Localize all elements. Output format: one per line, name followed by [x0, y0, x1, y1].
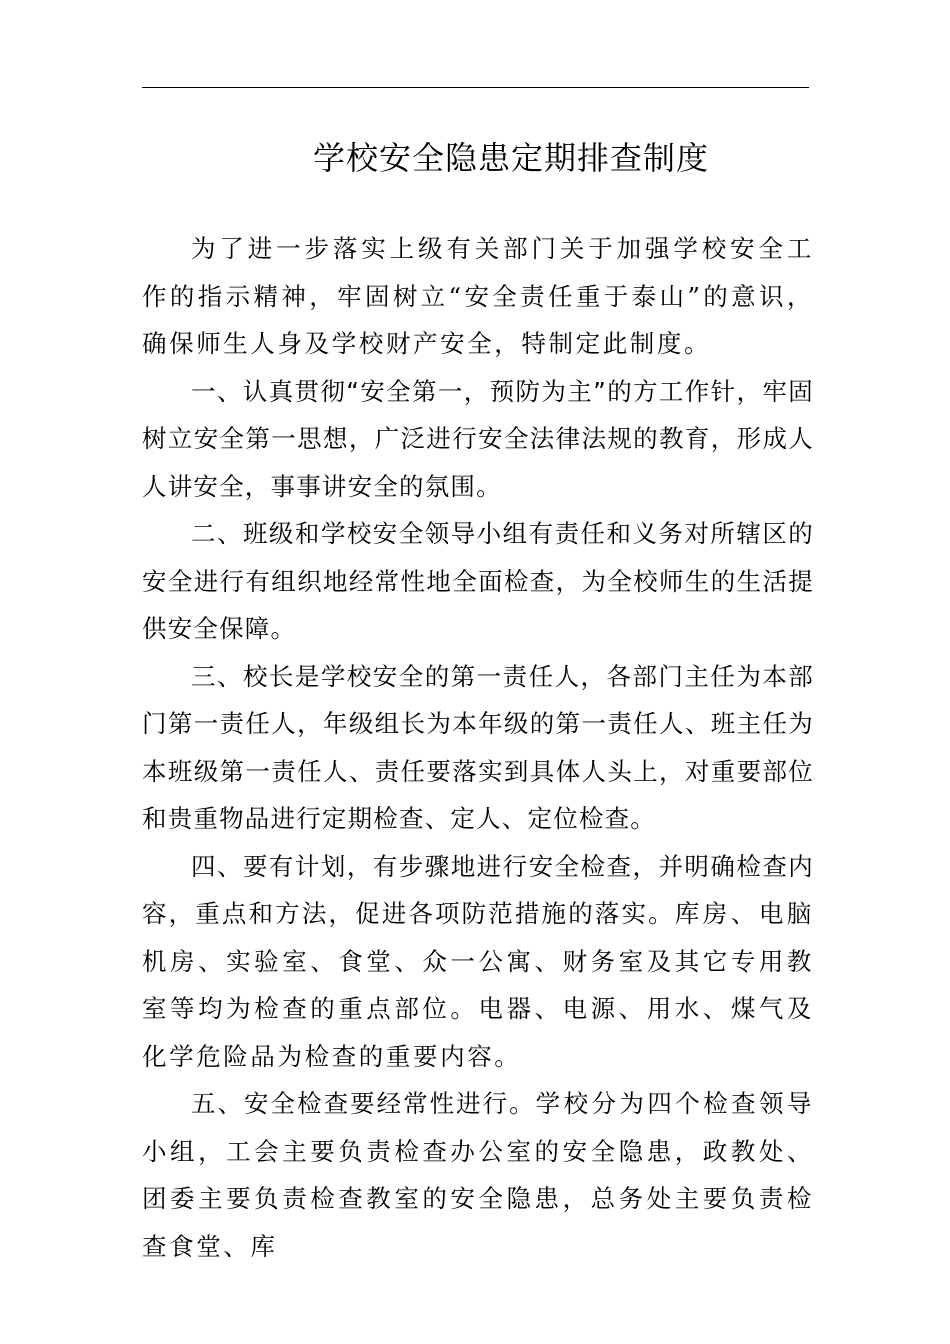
article-4-lead: 四、要有计划，有步骤地进行安全检查，并明确检查内容，重点和方法，促进各项防范措施的落实。: [142, 851, 814, 928]
intro-paragraph: 为了进一步落实上级有关部门关于加强学校安全工作的指示精神，牢固树立“安全责任重于泰山”的意识，确保师生人身及学校财产安全，特制定此制度。: [142, 234, 814, 358]
article-3-paragraph: 三、校长是学校安全的第一责任人，各部门主任为本部门第一责任人，年级组长为本年级的第一责任人、班主任为本班级第一责任人、责任要落实到具体人头上，对重要部位和贵重物品进行定期检查、定人、定位检查。: [142, 661, 814, 833]
document-body: [142, 225, 814, 1270]
article-5-paragraph: [142, 1080, 814, 1270]
header-rule: [142, 87, 809, 88]
document-title: 学校安全隐患定期排查制度: [312, 139, 709, 177]
article-4-paragraph: [142, 843, 814, 1081]
article-2-paragraph: 二、班级和学校安全领导小组有责任和义务对所辖区的安全进行有组织地经常性地全面检查，为全校师生的生活提供安全保障。: [142, 519, 814, 643]
article-1-paragraph: 一、认真贯彻“安全第一，预防为主”的方工作针，牢固树立安全第一思想，广泛进行安全法律法规的教育，形成人人讲安全，事事讲安全的氛围。: [142, 376, 814, 501]
article-5-detail: 学校分为四个检查领导小组，工会主要负责检查办公室的安全隐患，政教处、团委主要负责检查教室的安全隐患，总务处主要负责检查食堂、库: [142, 1089, 814, 1261]
article-4-detail: 库房、电脑机房、实验室、食堂、众一公寓、财务室及其它专用教室等均为检查的重点部位。电器、电源、用水、煤气及化学危险品为检查的重要内容。: [142, 899, 814, 1071]
article-5-lead: 五、安全检查要经常性进行。: [191, 1089, 536, 1118]
